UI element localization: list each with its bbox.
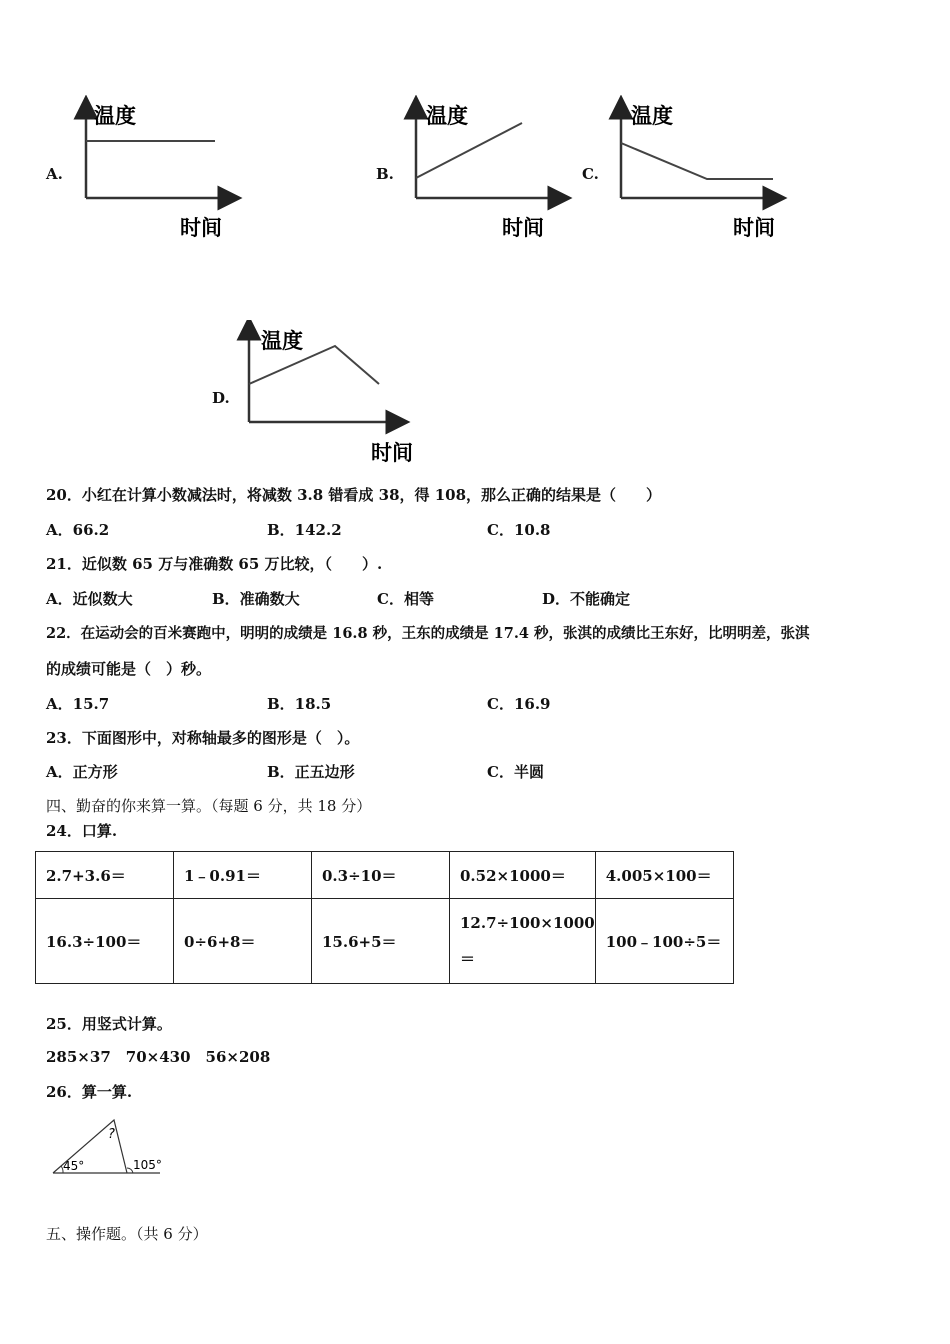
y-axis-label: 温度 xyxy=(426,104,468,128)
y-axis-label: 温度 xyxy=(94,104,136,128)
x-axis-label: 时间 xyxy=(180,216,222,240)
option-a-label: A. xyxy=(46,165,63,183)
q23-option-c: C．半圆 xyxy=(487,763,544,781)
graph-a xyxy=(70,95,250,245)
temperature-line xyxy=(416,123,522,178)
q23-option-a: A．正方形 xyxy=(46,763,118,781)
q22-option-a: A．15.7 xyxy=(46,695,110,713)
triangle-diagram xyxy=(45,1110,175,1185)
question-20: 20．小红在计算小数减法时，将减数 3.8 错看成 38，得 108，那么正确的结果是（ ） xyxy=(46,486,662,504)
table-cell xyxy=(450,899,596,984)
angle-label-right: 105° xyxy=(133,1158,162,1172)
graph-d xyxy=(235,320,415,470)
table-cell-text: 12.7÷100×1000＝ xyxy=(460,914,595,968)
question-23: 23．下面图形中，对称轴最多的图形是（ ）。 xyxy=(46,729,360,747)
table-cell: 0÷6+8＝ xyxy=(174,899,312,984)
section-5-title: 五、操作题。（共 6 分） xyxy=(46,1225,208,1243)
q22-option-c: C．16.9 xyxy=(487,695,551,713)
q23-option-b: B．正五边形 xyxy=(267,763,355,781)
q22-option-b: B．18.5 xyxy=(267,695,332,713)
q21-option-c: C．相等 xyxy=(377,590,434,608)
table-cell: 15.6+5＝ xyxy=(312,899,450,984)
unknown-angle-label: ? xyxy=(108,1127,115,1142)
q21-option-d: D．不能确定 xyxy=(542,590,631,608)
table-row xyxy=(36,852,734,899)
question-22-line1: 22．在运动会的百米赛跑中，明明的成绩是 16.8 秒，王东的成绩是 17.4 秒，张淇的成绩比王东好，比明明差，张淇 xyxy=(46,625,810,642)
graph-b xyxy=(400,95,580,245)
q21-option-b: B．准确数大 xyxy=(212,590,300,608)
x-axis-label: 时间 xyxy=(371,441,413,465)
question-26: 26．算一算. xyxy=(46,1083,133,1101)
table-cell: 2.7+3.6＝ xyxy=(36,852,174,899)
option-c-label: C. xyxy=(582,165,599,183)
x-axis-label: 时间 xyxy=(502,216,544,240)
y-axis-label: 温度 xyxy=(261,329,303,353)
question-24: 24．口算. xyxy=(46,822,118,840)
option-b-label: B. xyxy=(376,165,394,183)
graph-c xyxy=(605,95,790,245)
q25-problems: 285×37 70×430 56×208 xyxy=(46,1048,271,1066)
option-d-label: D. xyxy=(212,389,230,407)
question-25: 25．用竖式计算。 xyxy=(46,1015,172,1033)
table-row xyxy=(36,899,734,984)
table-cell: 100﹣100÷5＝ xyxy=(595,899,733,984)
angle-label-left: 45° xyxy=(63,1159,85,1173)
q20-option-c: C．10.8 xyxy=(487,521,551,539)
y-axis-label: 温度 xyxy=(631,104,673,128)
q20-option-b: B．142.2 xyxy=(267,521,342,539)
table-cell: 1﹣0.91＝ xyxy=(174,852,312,899)
question-22-line2: 的成绩可能是（ ）秒。 xyxy=(46,660,212,678)
table-cell: 16.3÷100＝ xyxy=(36,899,174,984)
q21-option-a: A．近似数大 xyxy=(46,590,133,608)
question-21: 21．近似数 65 万与准确数 65 万比较，（ ）. xyxy=(46,555,383,573)
q20-option-a: A．66.2 xyxy=(46,521,110,539)
table-cell: 0.3÷10＝ xyxy=(312,852,450,899)
x-axis-label: 时间 xyxy=(733,216,775,240)
table-cell: 4.005×100＝ xyxy=(595,852,733,899)
section-4-title: 四、勤奋的你来算一算。（每题 6 分，共 18 分） xyxy=(46,797,372,815)
temperature-line xyxy=(621,143,773,179)
table-cell: 0.52×1000＝ xyxy=(450,852,596,899)
mental-math-table xyxy=(35,851,734,984)
